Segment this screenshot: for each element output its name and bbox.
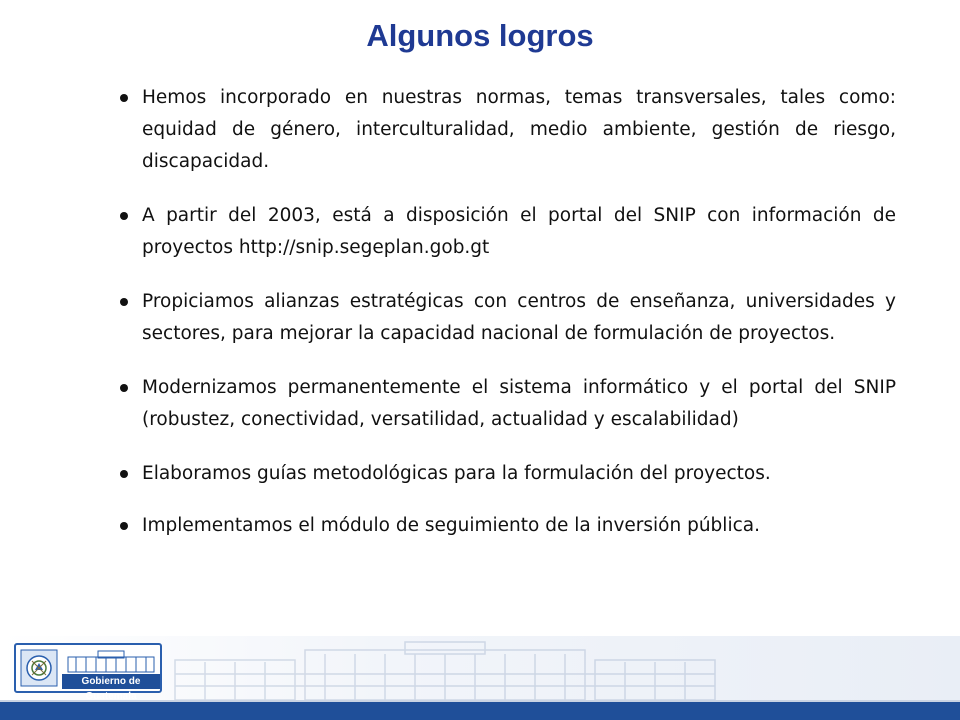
bullet-text: Hemos incorporado en nuestras normas, temas transversales, tales como: equidad de género, interculturalidad, medio ambiente, gestión de riesgo, discapacidad. (142, 87, 896, 172)
bullet-text: Elaboramos guías metodológicas para la formulación del proyectos. (142, 463, 771, 484)
palace-logo-icon (64, 649, 158, 673)
bullet-dot-icon (120, 384, 128, 392)
government-logo (14, 643, 162, 702)
bullet-item (118, 510, 896, 542)
slide-title: Algunos logros (366, 18, 594, 53)
bullet-text: Modernizamos permanentemente el sistema informático y el portal del SNIP (robustez, conectividad, versatilidad, actualidad y escalabilidad) (142, 377, 896, 430)
bullet-dot-icon (120, 522, 128, 530)
bullet-text: Propiciamos alianzas estratégicas con centros de enseñanza, universidades y sectores, para mejorar la capacidad nacional de formulación de proyectos. (142, 291, 896, 344)
bullet-text: A partir del 2003, está a disposición el portal del SNIP con información de proyectos http://snip.segeplan.gob.gt (142, 205, 896, 258)
government-logo-label: Gobierno de Guatemala (62, 674, 160, 689)
bullet-text: Implementamos el módulo de seguimiento de la inversión pública. (142, 515, 760, 536)
palace-icon (165, 640, 725, 702)
bullet-item (118, 286, 896, 350)
bullet-item (118, 458, 896, 490)
bullet-item (118, 372, 896, 436)
bullet-dot-icon (120, 298, 128, 306)
bullet-item (118, 82, 896, 178)
bullet-item (118, 200, 896, 264)
footer-bar (0, 702, 960, 720)
bullet-dot-icon (120, 212, 128, 220)
bullet-dot-icon (120, 470, 128, 478)
bullet-dot-icon (120, 94, 128, 102)
bullet-list (118, 82, 896, 564)
guatemala-seal-icon (20, 649, 58, 687)
